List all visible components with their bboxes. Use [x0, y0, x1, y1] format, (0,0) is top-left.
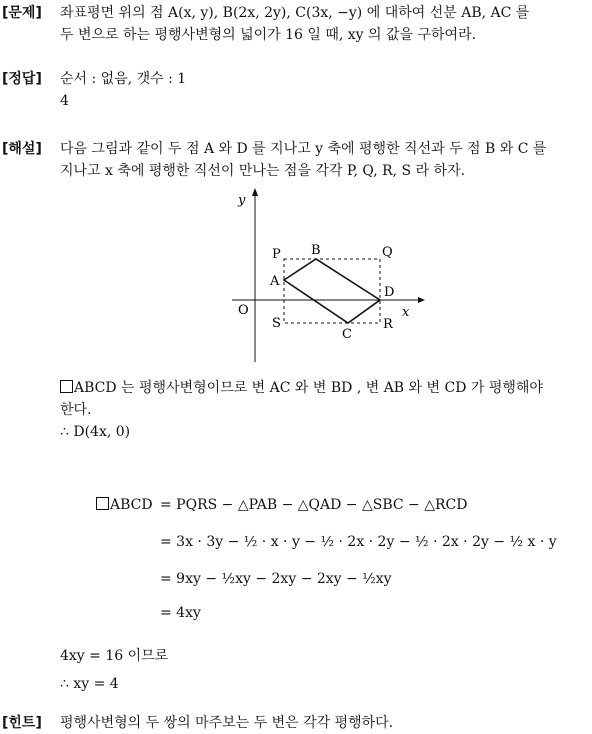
problem-line-2: 두 변으로 하는 평행사변형의 넓이가 16 일 때, xy 의 값을 구하여라.: [60, 27, 477, 43]
label-r: R: [383, 317, 393, 332]
label-s: S: [272, 316, 281, 331]
y-axis-arrow: [252, 188, 258, 196]
label-b: B: [311, 243, 321, 258]
solution-para-line-2: 한다.: [60, 402, 92, 418]
solution-body: [60, 138, 588, 182]
eq-lhs-text: ABCD: [110, 497, 153, 513]
solution-line-1: 다음 그림과 같이 두 점 A 와 D 를 지나고 y 축에 평행한 직선과 두 점 B 와 C 를: [60, 141, 547, 157]
problem-line-1: 좌표평면 위의 점 A(x, y), B(2x, 2y), C(3x, −y) 에 대하여 선분 AB, AC 를: [60, 5, 530, 21]
solution-para-text-1: ABCD 는 평행사변형이므로 변 AC 와 변 BD , 변 AB 와 변 CD 가 평행해야: [74, 380, 543, 396]
solution-result: [60, 645, 588, 695]
parallelogram-figure: [220, 188, 425, 366]
eq-lhs: [96, 497, 153, 513]
eq-line-3: = 9xy − ½xy − 2xy − 2xy − ½xy: [160, 571, 392, 587]
label-p: P: [272, 247, 281, 262]
y-axis-label: y: [238, 193, 246, 208]
parallelogram-abcd: [284, 259, 380, 323]
eq-line-1: = PQRS − △PAB − △QAD − △SBC − △RCD: [160, 497, 468, 513]
origin-label: O: [238, 303, 249, 318]
answer-line-1: 순서 : 없음, 갯수 : 1: [60, 71, 187, 87]
therefore-d: ∴ D(4x, 0): [60, 424, 131, 440]
solution-line-2: 지나고 x 축에 평행한 직선이 만나는 점을 각각 P, Q, R, S 라 하자.: [60, 163, 466, 179]
label-q: Q: [382, 245, 393, 260]
solution-para: [60, 377, 588, 443]
hint-tag: [힌트]: [2, 715, 42, 731]
solution-para-line-1: [60, 377, 588, 399]
result-line-1: 4xy = 16 이므로: [60, 648, 169, 664]
eq-line-4: = 4xy: [160, 605, 201, 621]
problem-tag: [문제]: [2, 5, 42, 21]
hint-line-1: 평행사변형의 두 쌍의 마주보는 두 변은 각각 평행하다.: [60, 715, 394, 731]
square-symbol: [60, 380, 73, 393]
answer-line-2: 4: [60, 93, 69, 109]
x-axis-label: x: [402, 305, 410, 320]
eq-line-2: = 3x · 3y − ½ · x · y − ½ · 2x · 2y − ½ · 2x · 2y − ½ x · y: [160, 534, 557, 550]
label-a: A: [270, 274, 280, 289]
problem-body: [60, 2, 588, 46]
result-line-2: ∴ xy = 4: [60, 676, 119, 692]
answer-body: [60, 68, 588, 112]
label-c: C: [342, 327, 352, 342]
x-axis-arrow: [418, 297, 425, 303]
label-d: D: [384, 285, 395, 300]
hint-body: [60, 712, 588, 734]
answer-tag: [정답]: [2, 71, 42, 87]
square-symbol-lhs: [96, 497, 109, 510]
solution-tag: [해설]: [2, 141, 42, 157]
